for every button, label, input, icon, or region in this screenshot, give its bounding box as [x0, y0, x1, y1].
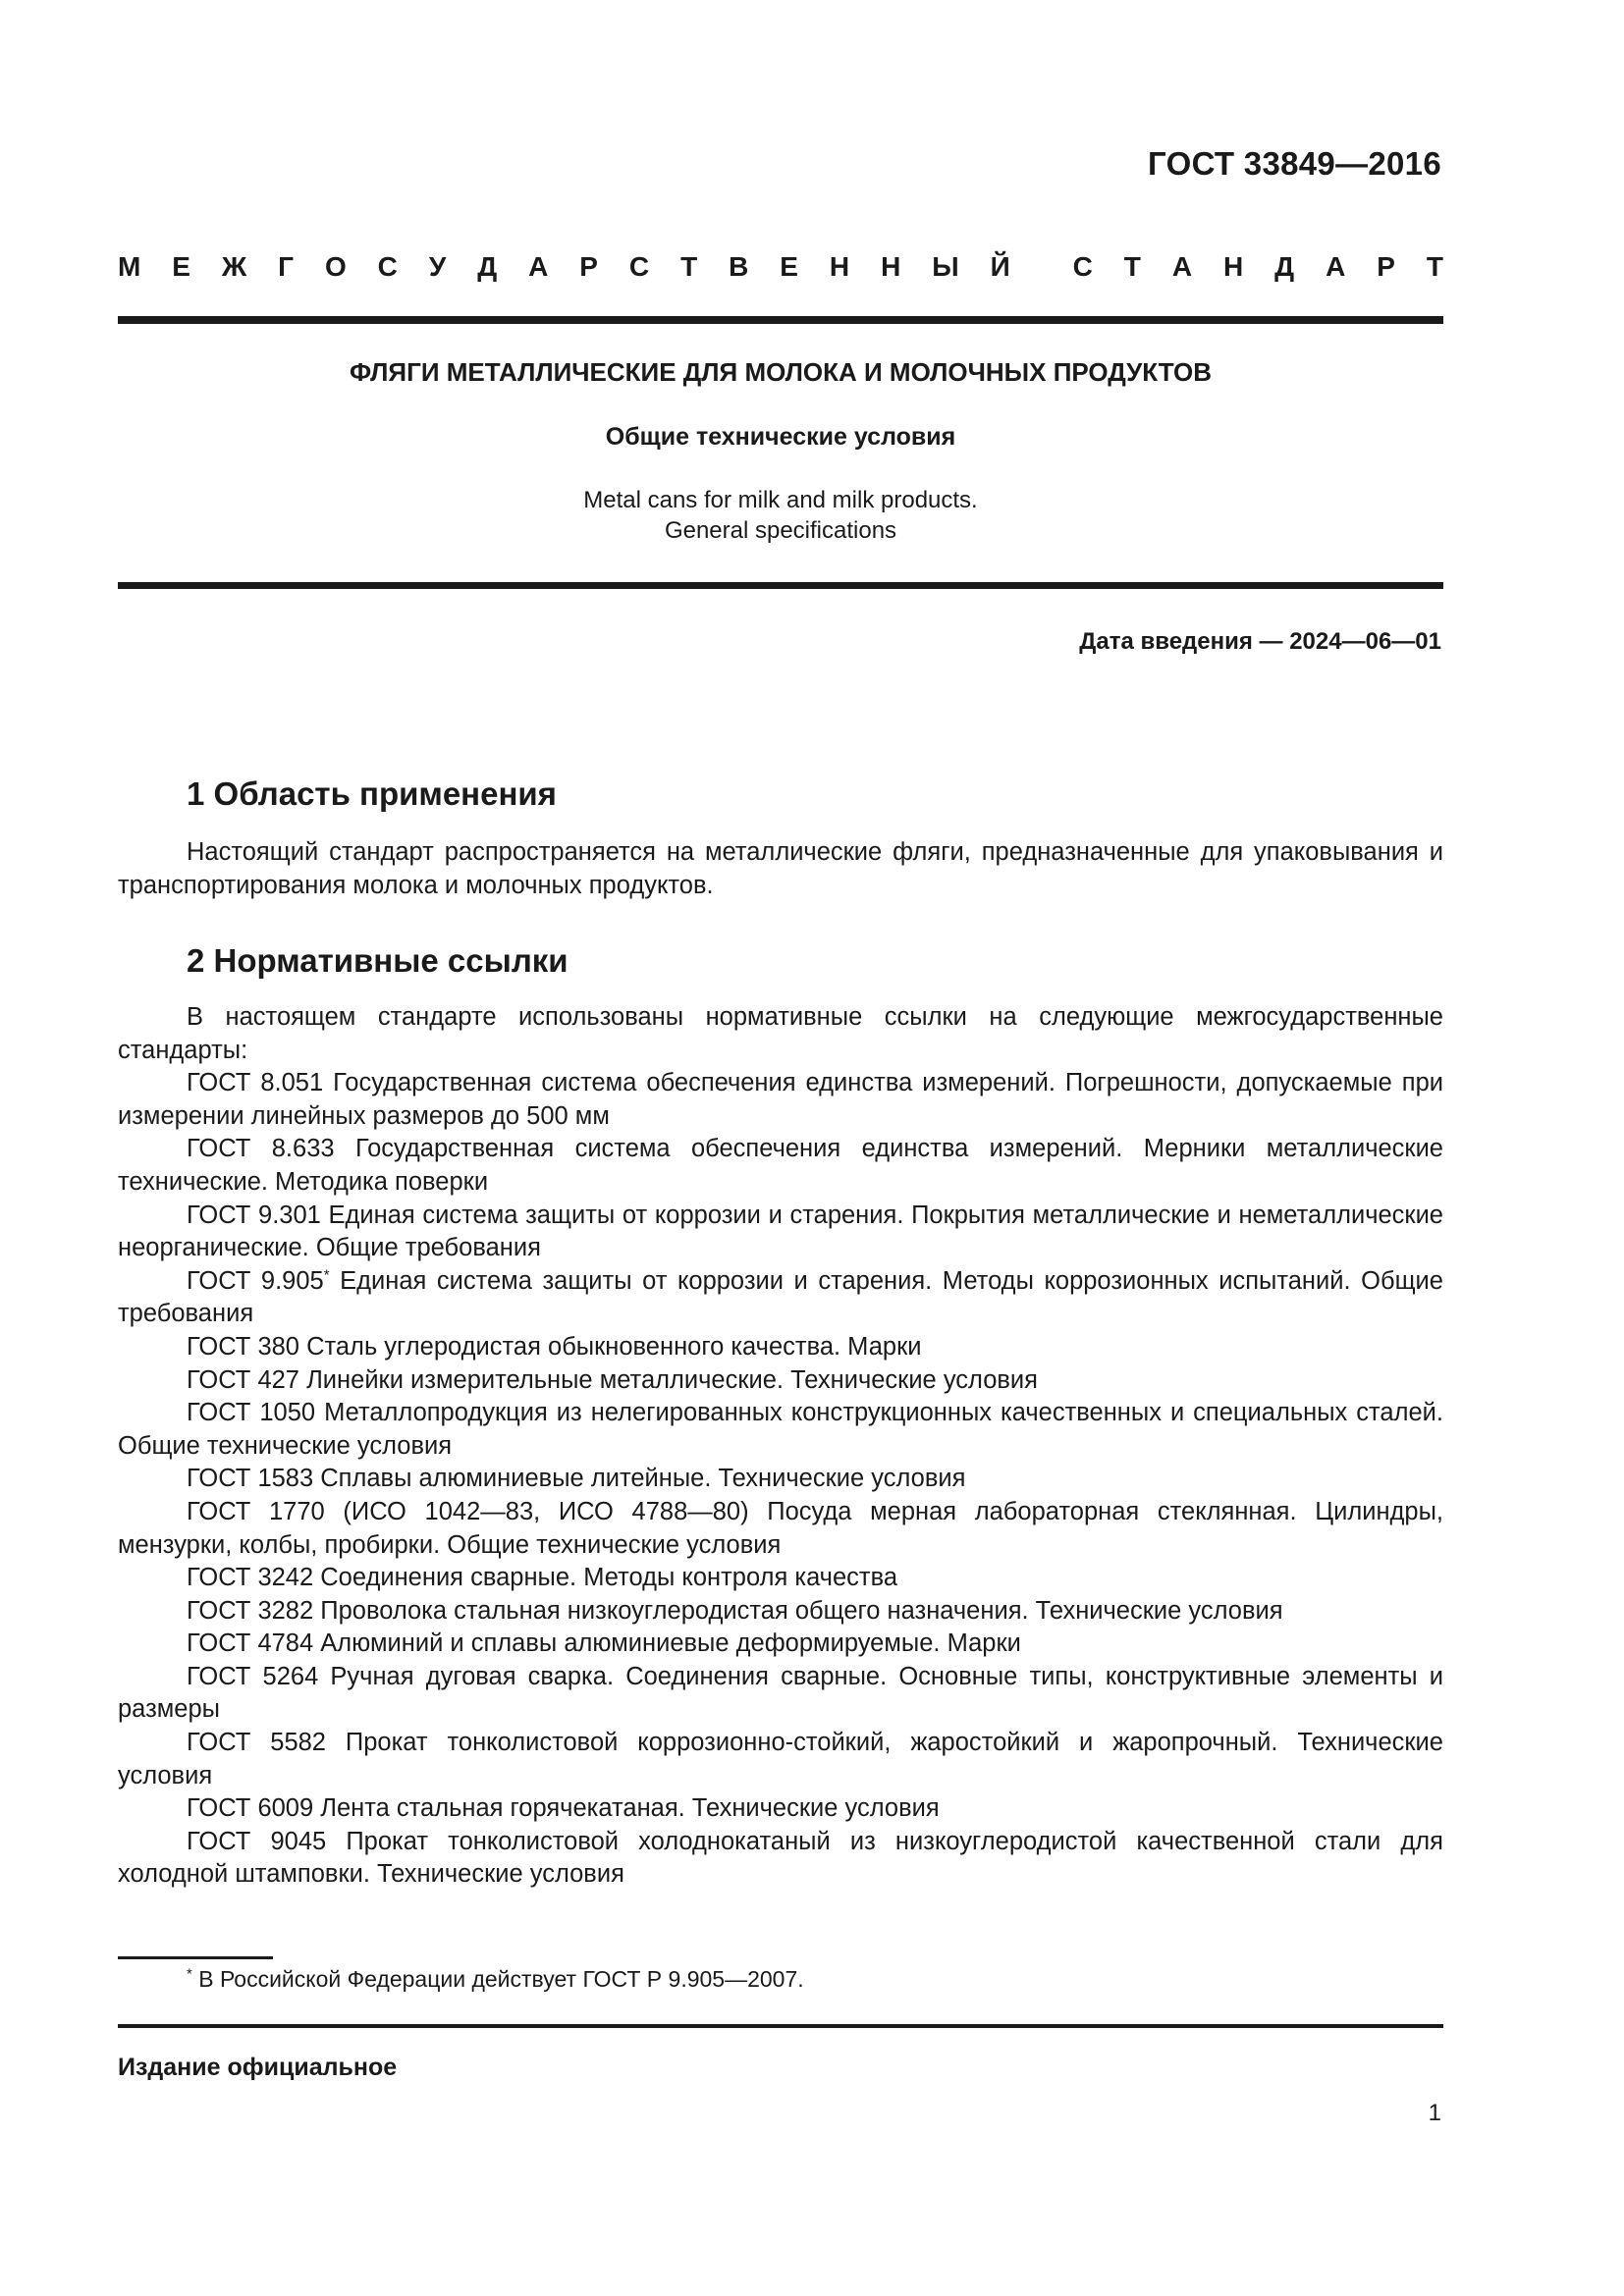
- reference-item: ГОСТ 5582 Прокат тонколистовой коррозионно-стойкий, жаростойкий и жаропрочный. Технические условия: [118, 1729, 1443, 1789]
- reference-item: ГОСТ 1770 (ИСО 1042—83, ИСО 4788—80) Посуда мерная лабораторная стеклянная. Цилиндры, мензурки, колбы, пробирки. Общие технические условия: [118, 1497, 1443, 1559]
- english-title-line: General specifications: [664, 517, 897, 544]
- standard-type-letter: М: [118, 251, 141, 282]
- paragraph: Настоящий стандарт распространяется на металлические фляги, предназначенные для упаковывания и транспортирования молока и молочных продуктов.: [118, 838, 1443, 899]
- standard-type-letter: Ы: [932, 251, 959, 282]
- standard-type-letter: Г: [278, 251, 295, 282]
- english-title-line: Metal cans for milk and milk products.: [583, 487, 978, 513]
- reference-item: ГОСТ 6009 Лента стальная горячекатаная. Технические условия: [187, 1794, 940, 1823]
- standard-type-letter: Р: [579, 251, 598, 282]
- reference-item: ГОСТ 5264 Ручная дуговая сварка. Соединения сварные. Основные типы, конструктивные элементы и размеры: [118, 1662, 1443, 1724]
- standard-type-letter: В: [729, 251, 749, 282]
- reference-item: [118, 1265, 1443, 1331]
- reference-item: ГОСТ 1050 Металлопродукция из нелегированных конструкционных качественных и специальных сталей. Общие технические условия: [118, 1399, 1443, 1460]
- document-title: ФЛЯГИ МЕТАЛЛИЧЕСКИЕ ДЛЯ МОЛОКА И МОЛОЧНЫХ ПРОДУКТОВ: [349, 357, 1213, 387]
- title-rule: [118, 582, 1443, 589]
- document-subtitle: Общие технические условия: [605, 423, 956, 451]
- reference-item: ГОСТ 1583 Сплавы алюминиевые литейные. Технические условия: [187, 1465, 966, 1493]
- normative-references-list: [118, 1001, 1443, 1892]
- footnote-mark: *: [323, 1266, 330, 1284]
- standard-type-letter: Д: [477, 251, 498, 282]
- footnote-rule: [118, 1956, 273, 1959]
- standard-type-letter: Н: [829, 251, 850, 282]
- standard-type-letter: Н: [881, 251, 901, 282]
- english-title: [118, 485, 1443, 546]
- standard-type-letter: Ж: [221, 251, 247, 282]
- standard-type-letter: С: [377, 251, 398, 282]
- standard-type-letter: Н: [1223, 251, 1244, 282]
- standard-type-letter: Е: [780, 251, 798, 282]
- standard-type-letter: С: [1072, 251, 1093, 282]
- standard-type-letter: Т: [1426, 251, 1443, 282]
- standard-type-letter: Е: [172, 251, 190, 282]
- reference-item: ГОСТ 427 Линейки измерительные металлические. Технические условия: [187, 1365, 1038, 1394]
- section-heading: 2 Нормативные ссылки: [187, 942, 568, 979]
- reference-item: ГОСТ 380 Сталь углеродистая обыкновенного качества. Марки: [187, 1332, 922, 1361]
- edition-label: Издание официальное: [118, 2054, 398, 2081]
- paragraph: В настоящем стандарте использованы нормативные ссылки на следующие межгосударственные стандарты:: [118, 1003, 1443, 1064]
- standard-type-heading: [118, 251, 1443, 283]
- footnote-mark: *: [187, 1965, 192, 1983]
- standard-type-letter: А: [528, 251, 549, 282]
- reference-item: ГОСТ 4784 Алюминий и сплавы алюминиевые деформируемые. Марки: [187, 1629, 1021, 1658]
- document-number: ГОСТ 33849—2016: [1148, 145, 1441, 182]
- reference-item: ГОСТ 3242 Соединения сварные. Методы контроля качества: [187, 1564, 898, 1592]
- standard-type-letter: Т: [1123, 251, 1141, 282]
- page-number: 1: [1428, 2100, 1441, 2126]
- standard-type-letter: С: [628, 251, 650, 282]
- standard-type-letter: У: [428, 251, 447, 282]
- standard-type-letter: Д: [1274, 251, 1295, 282]
- reference-code: ГОСТ 9.905: [187, 1266, 324, 1295]
- footnote-text: В Российской Федерации действует ГОСТ Р 9.905—2007.: [191, 1966, 804, 1992]
- standard-type-letter: Й: [990, 251, 1010, 282]
- standard-type-letter: О: [324, 251, 347, 282]
- introduction-date: Дата введения — 2024—06—01: [1079, 628, 1441, 655]
- footnote: [187, 1966, 804, 1993]
- footer-rule: [118, 2024, 1443, 2028]
- reference-item: ГОСТ 3282 Проволока стальная низкоуглеродистая общего назначения. Технические условия: [187, 1596, 1283, 1625]
- standard-type-letter: Т: [680, 251, 698, 282]
- standard-type-letter: Р: [1377, 251, 1395, 282]
- reference-title: Единая система защиты от коррозии и старения. Методы коррозионных испытаний. Общие требования: [118, 1266, 1443, 1328]
- header-rule: [118, 316, 1443, 324]
- standard-type-letter: А: [1326, 251, 1346, 282]
- reference-item: ГОСТ 9.301 Единая система защиты от коррозии и старения. Покрытия металлические и неметаллические неорганические. Общие требования: [118, 1201, 1443, 1262]
- standard-type-letter: А: [1171, 251, 1193, 282]
- section-body: [118, 836, 1443, 902]
- reference-item: ГОСТ 9045 Прокат тонколистовой холоднокатаный из низкоуглеродистой качественной стали для холодной штамповки. Технические условия: [118, 1827, 1443, 1889]
- reference-item: ГОСТ 8.051 Государственная система обеспечения единства измерений. Погрешности, допускаемые при измерении линейных размеров до 500 мм: [118, 1069, 1443, 1130]
- reference-item: ГОСТ 8.633 Государственная система обеспечения единства измерений. Мерники металлические технические. Методика поверки: [118, 1135, 1443, 1196]
- section-heading: 1 Область применения: [187, 775, 557, 812]
